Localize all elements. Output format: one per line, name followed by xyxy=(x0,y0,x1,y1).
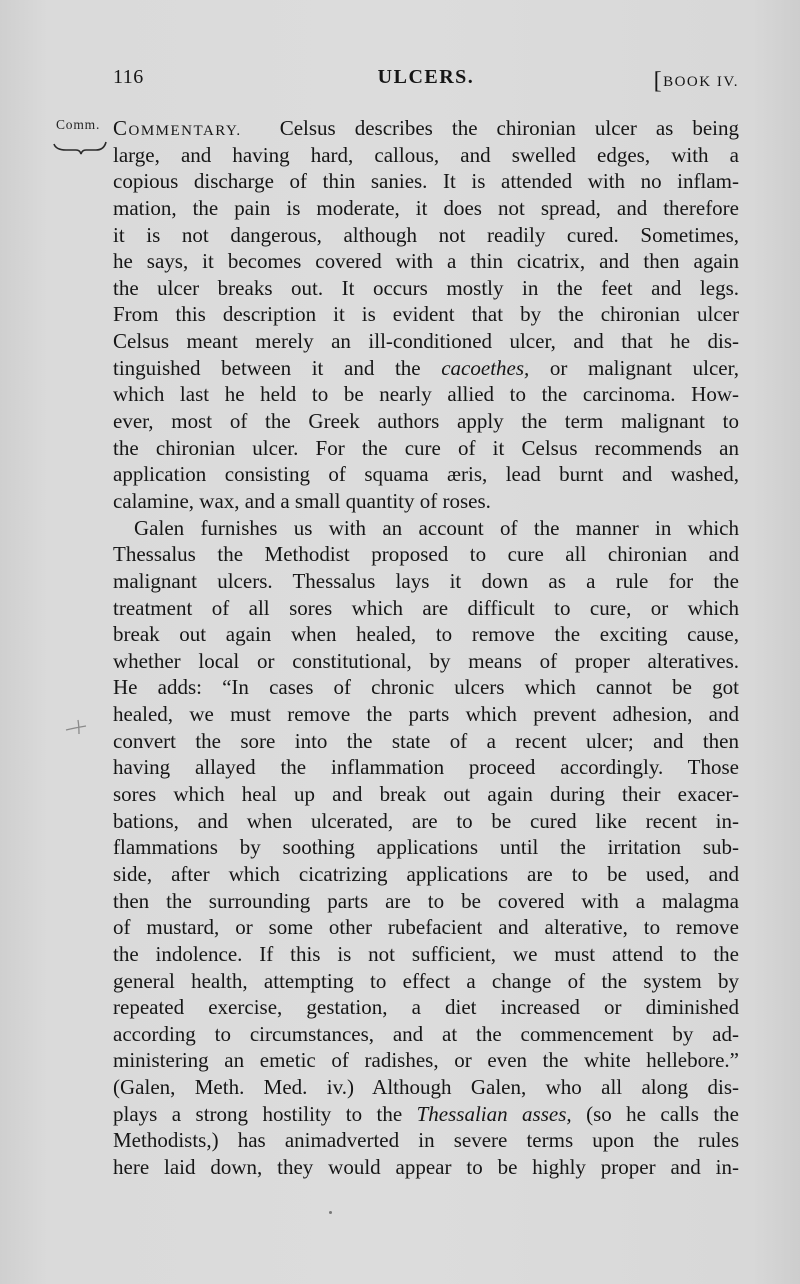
text-line: convert the sore into the state of a recent ulcer; and then xyxy=(113,728,739,753)
running-head: ULCERS. xyxy=(377,66,475,88)
book-reference-label: BOOK IV. xyxy=(663,74,739,90)
text-line: He adds: “In cases of chronic ulcers which cannot be got xyxy=(113,675,739,700)
text-line: of mustard, or some other rubefacient and alterative, to remove xyxy=(113,915,739,940)
text-line: ministering an emetic of radishes, or even the white hellebore.” xyxy=(113,1048,739,1073)
text-line: flammations by soothing applications until the irritation sub- xyxy=(113,835,739,860)
brace-icon xyxy=(52,138,108,156)
text-line: which last he held to be nearly allied to the carcinoma. How- xyxy=(113,382,739,407)
text-line: having allayed the inflammation proceed accordingly. Those xyxy=(113,755,739,780)
text-line: treatment of all sores which are difficult to cure, or which xyxy=(113,595,739,620)
margin-note-comm: Comm. xyxy=(56,117,101,132)
text-line: plays a strong hostility to the Thessalian asses, (so he calls the xyxy=(113,1101,740,1126)
book-reference-bracket: [ xyxy=(653,68,664,94)
text-line: From this description it is evident that by the chironian ulcer xyxy=(113,302,739,327)
paper-speck xyxy=(329,1211,332,1214)
pencil-mark-icon xyxy=(64,716,90,738)
text-line: Thessalus the Methodist proposed to cure all chironian and xyxy=(113,542,739,567)
text-line: general health, attempting to effect a change of the system by xyxy=(113,968,739,993)
text-line: application consisting of squama æris, lead burnt and washed, xyxy=(113,462,739,487)
commentary-heading: COMMENTARY. xyxy=(113,116,242,140)
body-text xyxy=(113,115,739,1181)
text-line: he says, it becomes covered with a thin cicatrix, and then again xyxy=(113,249,739,274)
text-line: Celsus meant merely an ill-conditioned ulcer, and that he dis- xyxy=(113,329,739,354)
italic-term: cacoethes, xyxy=(441,355,530,380)
text-line: sores which heal up and break out again during their exacer- xyxy=(113,782,739,807)
book-reference xyxy=(654,66,739,93)
text-line: here laid down, they would appear to be highly proper and in- xyxy=(113,1154,739,1179)
text-line: COMMENTARY. Celsus describes the chironian ulcer as being xyxy=(113,116,740,140)
text-line: large, and having hard, callous, and swelled edges, with a xyxy=(113,142,739,167)
text-line: Methodists,) has animadverted in severe terms upon the rules xyxy=(113,1128,739,1153)
text-line: the chironian ulcer. For the cure of it Celsus recommends an xyxy=(113,435,739,460)
text-line: mation, the pain is moderate, it does not spread, and therefore xyxy=(113,195,739,220)
text-line: bations, and when ulcerated, are to be cured like recent in- xyxy=(113,808,739,833)
text-line: healed, we must remove the parts which prevent adhesion, and xyxy=(113,702,739,727)
text-line: malignant ulcers. Thessalus lays it down as a rule for the xyxy=(113,568,739,593)
text-line: it is not dangerous, although not readily cured. Sometimes, xyxy=(113,222,739,247)
text-line: ever, most of the Greek authors apply the term malignant to xyxy=(113,409,739,434)
text-line: whether local or constitutional, by means of proper alteratives. xyxy=(113,648,739,673)
text-line: copious discharge of thin sanies. It is attended with no inflam- xyxy=(113,169,739,194)
text-line: repeated exercise, gestation, a diet increased or diminished xyxy=(113,995,739,1020)
italic-term: Thessalian asses, xyxy=(416,1101,572,1126)
text-line: the ulcer breaks out. It occurs mostly in the feet and legs. xyxy=(113,275,739,300)
text-line: break out again when healed, to remove the exciting cause, xyxy=(113,622,739,647)
text-line: calamine, wax, and a small quantity of roses. xyxy=(113,488,491,513)
page-header xyxy=(113,66,739,96)
page-number: 116 xyxy=(113,66,144,88)
text-line: then the surrounding parts are to be covered with a malagma xyxy=(113,888,739,913)
text-line: side, after which cicatrizing applications are to be used, and xyxy=(113,861,739,886)
text-line: the indolence. If this is not sufficient, we must attend to the xyxy=(113,941,739,966)
text-line: Galen furnishes us with an account of the manner in which xyxy=(134,515,739,540)
text-line: (Galen, Meth. Med. iv.) Although Galen, who all along dis- xyxy=(113,1075,739,1100)
text-line: according to circumstances, and at the commencement by ad- xyxy=(113,1021,739,1046)
text-line: tinguished between it and the cacoethes, or malignant ulcer, xyxy=(113,355,740,380)
